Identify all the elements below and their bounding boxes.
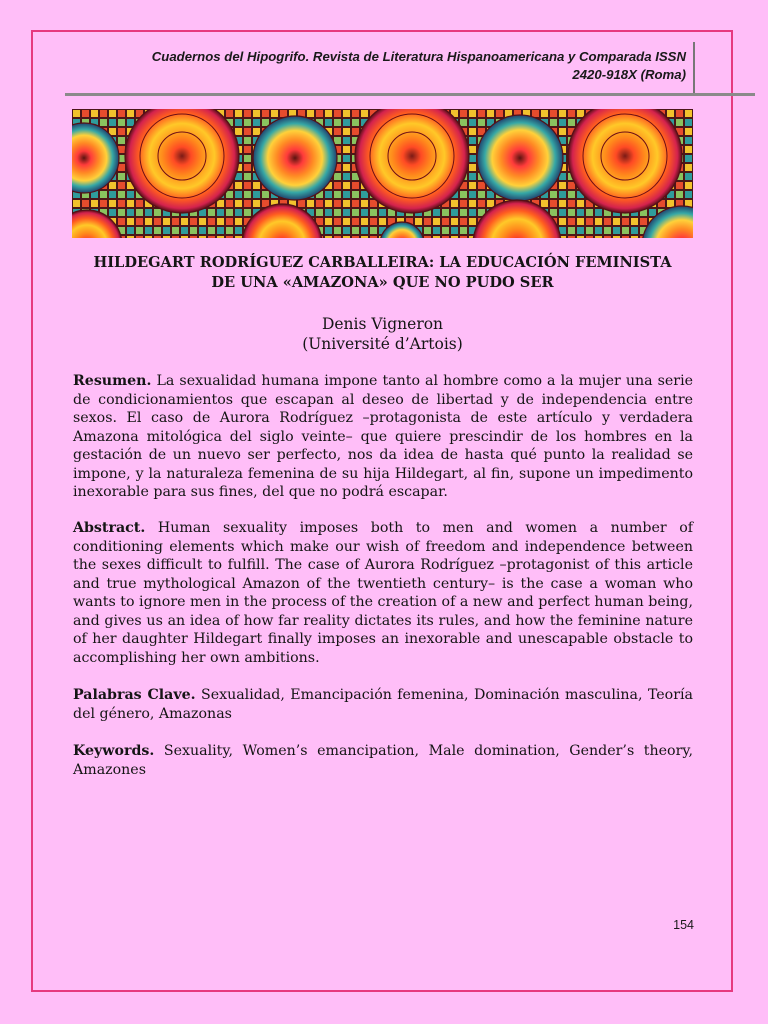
abstract-label: Abstract. xyxy=(73,520,146,536)
decorative-mandala-banner xyxy=(72,109,693,238)
header-horizontal-rule xyxy=(65,93,755,96)
resumen-label: Resumen. xyxy=(73,373,152,389)
palabras-clave-label: Palabras Clave. xyxy=(73,687,196,703)
journal-header-line1: Cuadernos del Hipogrifo. Revista de Literatura Hispanoamericana y Comparada ISSN xyxy=(151,49,686,64)
page-number: 154 xyxy=(673,918,694,932)
article-title xyxy=(72,253,693,293)
journal-header-line2: 2420-918X (Roma) xyxy=(572,67,686,82)
keywords-text: Sexuality, Women’s emancipation, Male domination, Gender’s theory, Amazones xyxy=(73,743,693,778)
resumen-text: La sexualidad humana impone tanto al hombre como a la mujer una serie de condicionamientos que escapan al deseo de libertad y de independencia entre sexos. El caso de Aurora Rodríguez –protagonista de este artículo y verdadera Amazona mitológica del siglo veinte– que quiere prescindir de los hombres en la gestación de un nuevo ser perfecto, nos da idea de hasta qué punto la realidad se impone, y la naturaleza femenina de su hija Hildegart, al fin, supone un impedimento inexorable para sus fines, del que no podrá escapar. xyxy=(73,373,694,500)
palabras-clave-text: Sexualidad, Emancipación femenina, Dominación masculina, Teoría del género, Amazonas xyxy=(73,687,693,722)
resumen-paragraph xyxy=(73,372,693,502)
author-name: Denis Vigneron xyxy=(321,315,444,333)
article-title-line1: HILDEGART RODRÍGUEZ CARBALLEIRA: LA EDUCACIÓN FEMINISTA xyxy=(93,254,672,271)
palabras-clave-paragraph xyxy=(73,686,693,723)
header-vertical-rule xyxy=(693,42,695,94)
abstract-paragraph xyxy=(73,519,693,667)
author-affiliation: (Université d’Artois) xyxy=(302,335,463,353)
keywords-paragraph xyxy=(73,742,693,779)
article-title-line2: DE UNA «AMAZONA» QUE NO PUDO SER xyxy=(211,274,554,291)
journal-header xyxy=(90,48,686,84)
abstract-text: Human sexuality imposes both to men and women a number of conditioning elements which make our wish of freedom and independence between the sexes difficult to fulfill. The case of Aurora Rodríguez –protagonist of this article and true mythological Amazon of the twentieth century– is the case a woman who wants to ignore men in the process of the creation of a new and perfect human being, and gives us an idea of how far reality dictates its rules, and how the feminine nature of her daughter Hildegart finally imposes an inexorable and unescapable obstacle to accomplishing her own ambitions. xyxy=(73,520,694,666)
author-block xyxy=(72,314,693,354)
keywords-label: Keywords. xyxy=(73,743,155,759)
